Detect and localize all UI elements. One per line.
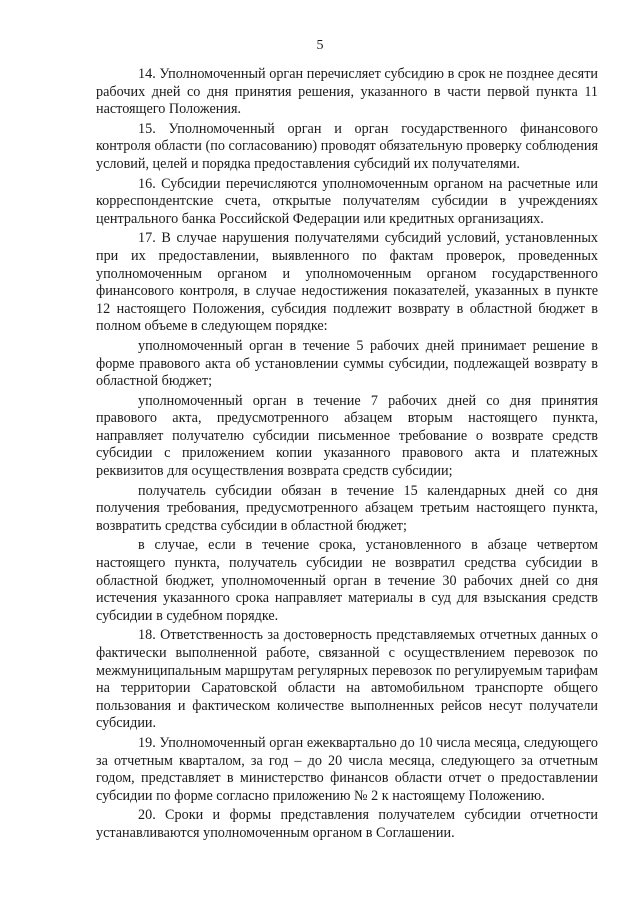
paragraph-14: 14. Уполномоченный орган перечисляет субсидию в срок не позднее десяти рабочих дней со дня принятия решения, указанного в части первой пункта 11 настоящего Положения. — [96, 66, 598, 118]
paragraph-17-subitem-2: уполномоченный орган в течение 7 рабочих дней со дня принятия правового акта, предусмотренного абзацем вторым настоящего пункта, направляет получателю субсидии письменное требование о возврате средств субсидии с приложением копии указанного правового акта и платежных реквизитов для осуществления возврата средств субсидии; — [96, 392, 598, 480]
page-number: 5 — [316, 38, 324, 53]
document-body — [96, 66, 598, 845]
paragraph-20: 20. Сроки и формы представления получателем субсидии отчетности устанавливаются уполномоченным органом в Соглашении. — [96, 807, 598, 841]
paragraph-16: 16. Субсидии перечисляются уполномоченным органом на расчетные или корреспондентские счета, открытые получателям субсидии в учреждениях центрального банка Российской Федерации или кредитных организациях. — [96, 175, 598, 227]
paragraph-17-subitem-4: в случае, если в течение срока, установленного в абзаце четвертом настоящего пункта, получатель субсидии не возвратил средства субсидии в областной бюджет, уполномоченный орган в течение 30 рабочих дней со дня истечения указанного срока направляет материалы в суд для взыскания средств субсидии в судебном порядке. — [96, 537, 598, 624]
paragraph-15: 15. Уполномоченный орган и орган государственного финансового контроля области (по согласованию) проводят обязательную проверку соблюдения условий, целей и порядка предоставления субсидий их получателями. — [96, 120, 598, 172]
paragraph-17: 17. В случае нарушения получателями субсидий условий, установленных при их предоставлении, выявленного по фактам проверок, проведенных уполномоченным органом и уполномоченным органом государственного финансового контроля, в случае недостижения показателей, указанных в пункте 12 настоящего Положения, субсидия подлежит возврату в областной бюджет в полном объеме в следующем порядке: — [96, 230, 598, 335]
paragraph-17-subitem-1: уполномоченный орган в течение 5 рабочих дней принимает решение в форме правового акта об установлении суммы субсидии, подлежащей возврату в областной бюджет; — [96, 337, 598, 390]
paragraph-17-subitem-3: получатель субсидии обязан в течение 15 календарных дней со дня получения требования, предусмотренного абзацем третьим настоящего пункта, возвратить средства субсидии в областной бюджет; — [96, 482, 598, 534]
paragraph-18: 18. Ответственность за достоверность представляемых отчетных данных о фактически выполненной работе, связанной с осуществлением перевозок по межмуниципальным маршрутам регулярных перевозок по регулируемым тарифам на территории Саратовской области на автомобильном транспорте общего пользования и фактическом количестве выполненных рейсов несут получатели субсидии. — [96, 627, 598, 732]
paragraph-19: 19. Уполномоченный орган ежеквартально до 10 числа месяца, следующего за отчетным кварталом, за год – до 20 числа месяца, следующего за отчетным годом, представляет в министерство финансов области отчет о предоставлении субсидии по форме согласно приложению № 2 к настоящему Положению. — [96, 734, 598, 804]
